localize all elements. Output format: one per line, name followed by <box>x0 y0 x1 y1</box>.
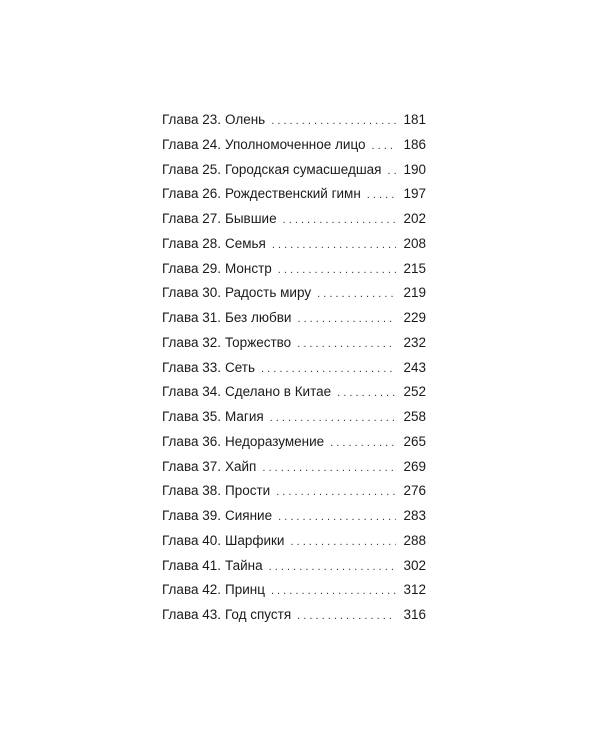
toc-chapter-number: Глава 37. <box>162 458 221 474</box>
toc-leader-dots <box>272 233 396 258</box>
toc-page-number: 232 <box>403 334 426 350</box>
toc-leader-dots <box>276 480 396 505</box>
toc-page-number: 219 <box>403 285 426 301</box>
toc-entry[interactable] <box>162 281 426 306</box>
toc-entry[interactable] <box>162 356 426 381</box>
toc-chapter-title: Уполномоченное лицо <box>224 136 366 152</box>
toc-page-number: 186 <box>403 136 426 152</box>
toc-entry[interactable] <box>162 455 426 480</box>
toc-chapter-title: Сеть <box>224 359 256 375</box>
toc-chapter-number: Глава 33. <box>162 359 221 375</box>
toc-chapter-number: Глава 27. <box>162 211 221 226</box>
toc-chapter-number: Глава 34. <box>162 384 221 400</box>
toc-page-number: 229 <box>403 310 426 325</box>
toc-chapter-title: Принц <box>224 582 265 598</box>
toc-chapter-title: Сделано в Китае <box>224 384 332 400</box>
toc-chapter-number: Глава 28. <box>162 235 221 251</box>
toc-chapter-title: Олень <box>224 112 266 127</box>
toc-chapter-number: Глава 41. <box>162 557 221 573</box>
toc-chapter-title: Прости <box>224 483 271 499</box>
toc-page-number: 283 <box>403 508 426 523</box>
toc-chapter-title: Монстр <box>224 260 272 276</box>
toc-chapter-title: Магия <box>224 409 264 424</box>
toc-chapter-number: Глава 40. <box>162 532 221 548</box>
toc-chapter-title: Радость миру <box>224 285 312 301</box>
toc-leader-dots <box>269 555 396 580</box>
toc-leader-dots <box>270 406 396 431</box>
toc-entry[interactable] <box>162 182 426 207</box>
toc-chapter-title: Рождественский гимн <box>224 186 361 202</box>
toc-page-number: 215 <box>403 260 426 276</box>
toc-leader-dots <box>297 332 396 357</box>
toc-chapter-number: Глава 36. <box>162 433 221 449</box>
toc-chapter-number: Глава 23. <box>162 112 221 127</box>
toc-chapter-number: Глава 25. <box>162 161 221 177</box>
toc-page-number: 190 <box>403 161 426 177</box>
toc-chapter-title: Бывшие <box>224 211 277 226</box>
toc-entry[interactable] <box>162 479 426 504</box>
toc-page-number: 302 <box>403 557 426 573</box>
toc-entry[interactable] <box>162 430 426 455</box>
toc-leader-dots <box>271 579 396 604</box>
toc-chapter-title: Год спустя <box>224 607 292 622</box>
toc-chapter-number: Глава 39. <box>162 508 221 523</box>
toc-leader-dots <box>262 456 396 481</box>
toc-chapter-title: Тайна <box>224 557 263 573</box>
toc-entry[interactable] <box>162 578 426 603</box>
toc-page-number: 252 <box>403 384 426 400</box>
toc-chapter-number: Глава 29. <box>162 260 221 276</box>
toc-page-number: 243 <box>403 359 426 375</box>
toc-entry[interactable] <box>162 380 426 405</box>
toc-entry[interactable] <box>162 306 426 331</box>
toc-page-number: 312 <box>403 582 426 598</box>
toc-page-number: 269 <box>403 458 426 474</box>
toc-chapter-number: Глава 32. <box>162 334 221 350</box>
toc-leader-dots <box>283 208 396 233</box>
toc-leader-dots <box>290 530 396 555</box>
toc-leader-dots <box>278 505 396 530</box>
toc-leader-dots <box>278 258 396 283</box>
toc-leader-dots <box>372 134 396 159</box>
toc-chapter-number: Глава 24. <box>162 136 221 152</box>
toc-chapter-title: Шарфики <box>224 532 285 548</box>
toc-chapter-title: Недоразумение <box>224 433 325 449</box>
toc-page-number: 181 <box>403 112 426 127</box>
toc-entry[interactable] <box>162 207 426 232</box>
toc-entry[interactable] <box>162 529 426 554</box>
toc-leader-dots <box>317 282 396 307</box>
toc-entry[interactable] <box>162 108 426 133</box>
toc-page-number: 316 <box>403 607 426 622</box>
toc-leader-dots <box>297 307 396 332</box>
toc-leader-dots <box>261 357 396 382</box>
toc-chapter-number: Глава 30. <box>162 285 221 301</box>
toc-entry[interactable] <box>162 232 426 257</box>
toc-page-number: 208 <box>403 235 426 251</box>
toc-leader-dots <box>337 381 396 406</box>
toc-chapter-number: Глава 38. <box>162 483 221 499</box>
toc-leader-dots <box>387 159 396 184</box>
toc-chapter-title: Хайп <box>224 458 257 474</box>
toc-entry[interactable] <box>162 554 426 579</box>
toc-entry[interactable] <box>162 504 426 529</box>
toc-page-number: 202 <box>403 211 426 226</box>
toc-page-number: 288 <box>403 532 426 548</box>
toc-chapter-title: Торжество <box>224 334 292 350</box>
toc-leader-dots <box>297 604 396 629</box>
toc-chapter-title: Семья <box>224 235 266 251</box>
toc-entry[interactable] <box>162 133 426 158</box>
toc-chapter-title: Без любви <box>224 310 292 325</box>
toc-chapter-title: Городская сумасшедшая <box>224 161 382 177</box>
toc-chapter-number: Глава 26. <box>162 186 221 202</box>
toc-chapter-number: Глава 43. <box>162 607 221 622</box>
toc-page-number: 258 <box>403 409 426 424</box>
toc-entry[interactable] <box>162 331 426 356</box>
toc-leader-dots <box>271 109 396 134</box>
toc-entry[interactable] <box>162 603 426 628</box>
toc-leader-dots <box>367 183 396 208</box>
toc-page-number: 265 <box>403 433 426 449</box>
table-of-contents <box>162 108 426 628</box>
toc-leader-dots <box>330 431 396 456</box>
toc-chapter-title: Сияние <box>224 508 273 523</box>
toc-entry[interactable] <box>162 405 426 430</box>
toc-page-number: 197 <box>403 186 426 202</box>
toc-chapter-number: Глава 35. <box>162 409 221 424</box>
toc-chapter-number: Глава 42. <box>162 582 221 598</box>
toc-page-number: 276 <box>403 483 426 499</box>
toc-entry[interactable] <box>162 158 426 183</box>
toc-chapter-number: Глава 31. <box>162 310 221 325</box>
toc-entry[interactable] <box>162 257 426 282</box>
